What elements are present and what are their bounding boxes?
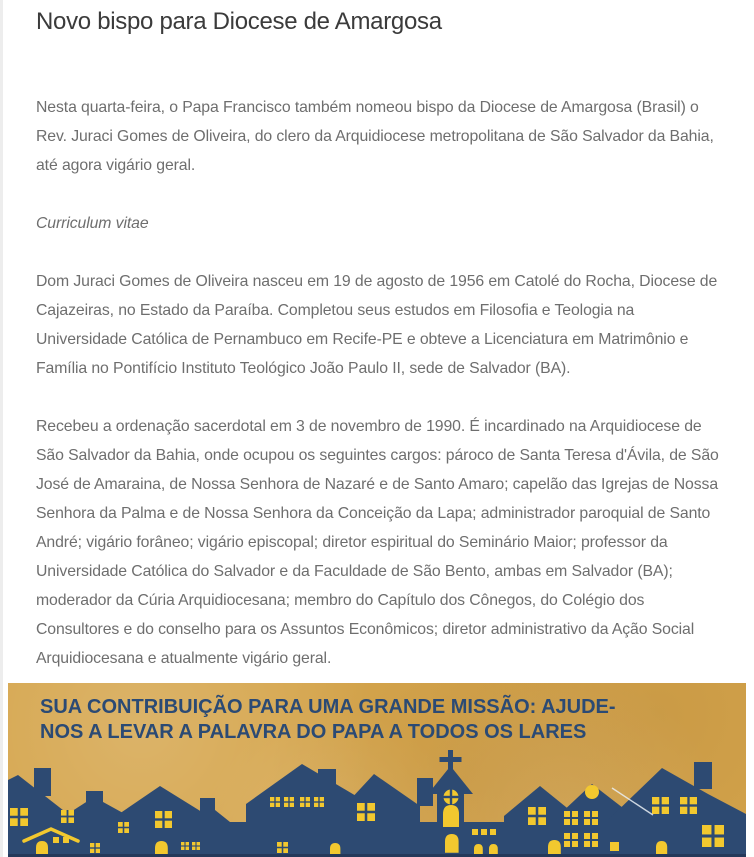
donation-banner[interactable] [8,683,746,857]
round-window-icon [585,785,599,799]
church-icon [428,750,512,857]
article-body [3,0,754,673]
curriculum-vitae-label: Curriculum vitae [36,215,149,232]
city-skyline-illustration [8,742,746,857]
article-paragraph: Dom Juraci Gomes de Oliveira nasceu em 19 de agosto de 1956 em Catolé do Rocha, Diocese de Cajazeiras, no Estado da Paraíba. Completou seus estudos em Filosofia e Teologia na Universidade Católica de Pernambuco em Recife-PE e obteve a Licenciatura em Matrimônio e Família no Pontifício Instituto Teológico João Paulo II, sede de Salvador (BA). [36,273,718,377]
rose-window-icon [444,790,459,805]
nave-windows [472,829,496,835]
page-title: Novo bispo para Diocese de Amargosa [36,8,442,35]
donation-banner-headline: SUA CONTRIBUIÇÃO PARA UMA GRANDE MISSÃO: AJUDE-NOS A LEVAR A PALAVRA DO PAPA A TODOS OS LARES [40,696,616,743]
article-paragraph: Recebeu a ordenação sacerdotal em 3 de novembro de 1990. É incardinado na Arquidiocese de São Salvador da Bahia, onde ocupou os seguintes cargos: pároco de Santa Teresa d'Ávila, de São José de Amaraina, de Nossa Senhora de Nazaré e de Santo Amaro; capelão das Igrejas de Nossa Senhora da Palma e de Nossa Senhora da Conceição da Lapa; administrador paroquial de Santo André; vigário forâneo; vigário episcopal; diretor espiritual do Seminário Maior; professor da Universidade Católica do Salvador e da Faculdade de São Bento, ambas em Salvador (BA); moderador da Cúria Arquidiocesana; membro do Capítulo dos Cônegos, do Colégio dos Consultores e do conselho para os Assuntos Econômicos; diretor administrativo da Ação Social Arquidiocesana e atualmente vigário geral. [36,418,719,667]
article-paragraph: Nesta quarta-feira, o Papa Francisco também nomeou bispo da Diocese de Amargosa (Brasil) o Rev. Juraci Gomes de Oliveira, do clero da Arquidiocese metropolitana de São Salvador da Bahia, até agora vigário geral. [36,99,714,174]
skyline-houses-silhouette [8,762,746,857]
